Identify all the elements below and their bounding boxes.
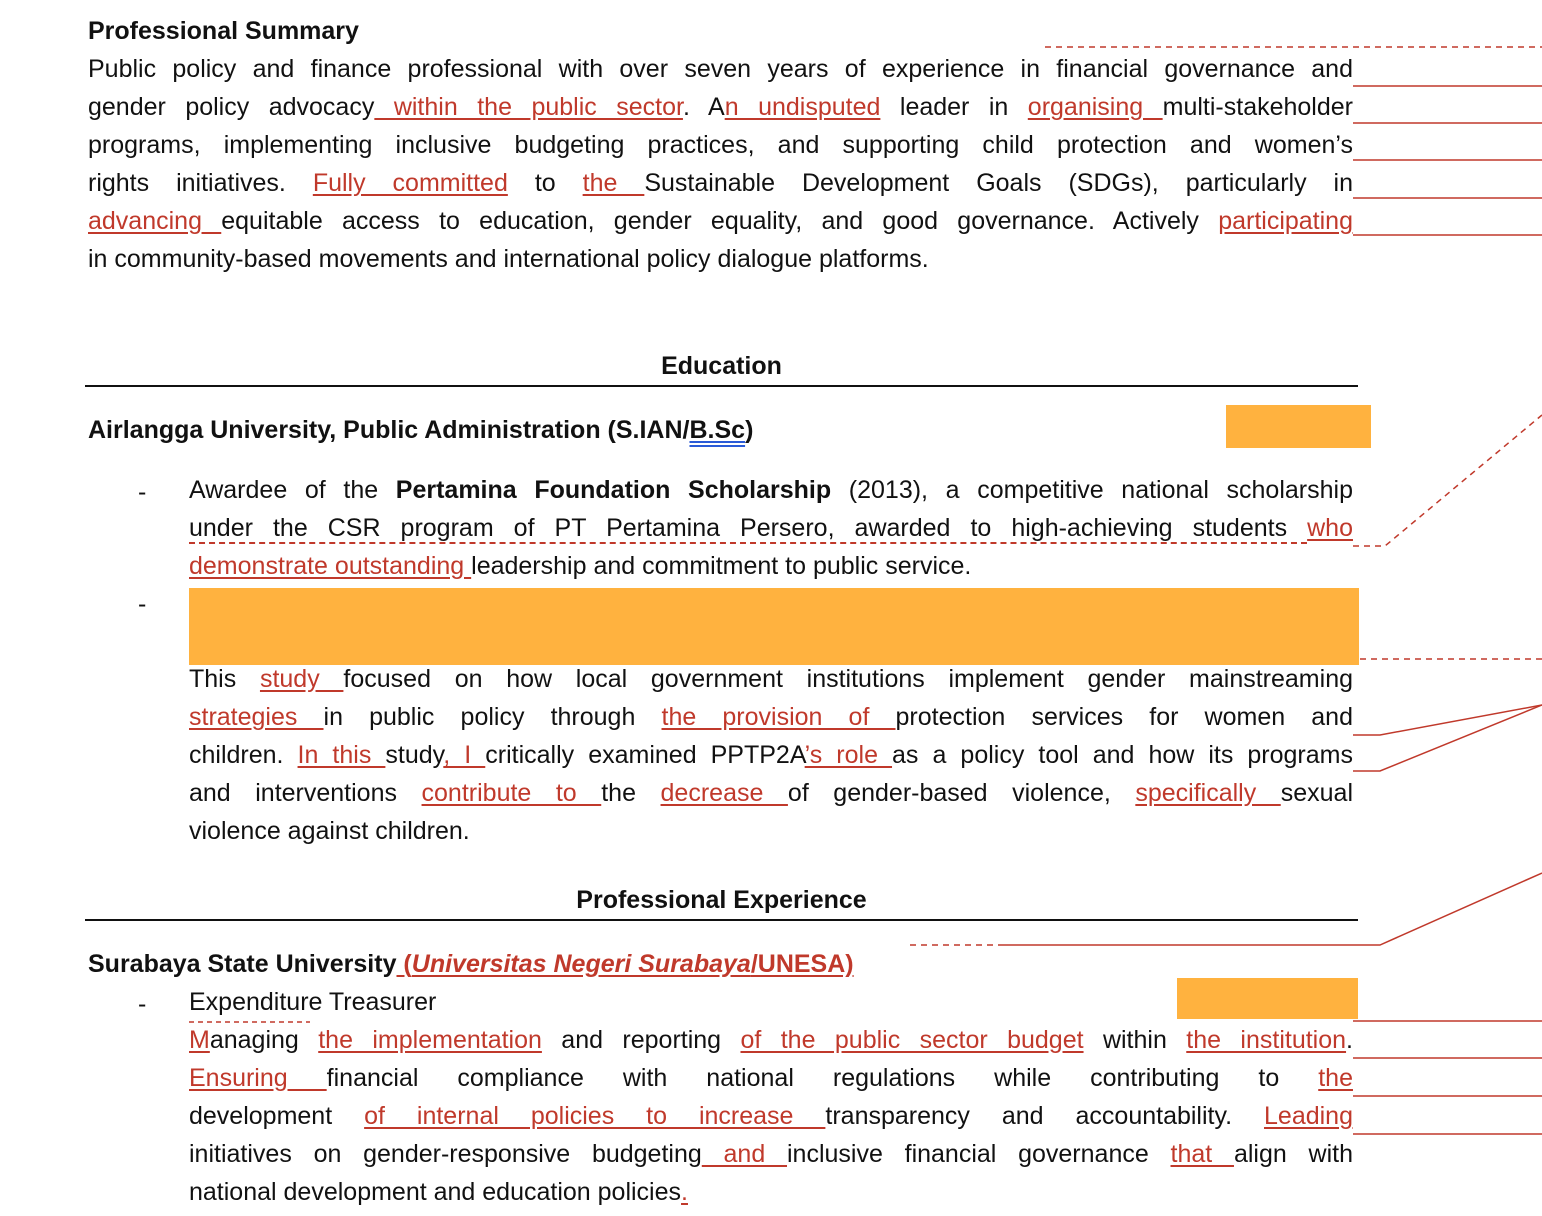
bullet-text: under the CSR program of PT Pertamina Persero, awarded to high-achieving students [189, 514, 1308, 542]
role-text: . [1346, 1026, 1353, 1054]
study-text: in public policy through [323, 703, 662, 731]
role-name: Expenditure Treasurer [189, 988, 437, 1016]
experience-heading: Professional Experience [576, 886, 867, 914]
tracked-insertion[interactable]: , I [443, 741, 486, 769]
bullet-text: leadership and commitment to public service. [471, 552, 972, 580]
study-text: children. [189, 741, 298, 769]
tracked-insertion[interactable]: who [1307, 514, 1353, 542]
bullet-text: Awardee of the [189, 476, 396, 504]
role-text: align with [1233, 1140, 1353, 1168]
summary-line6: in community-based movements and international policy dialogue platforms. [88, 245, 929, 273]
study-text: violence against children. [189, 817, 470, 845]
role-text: anaging [209, 1026, 319, 1054]
role-text: initiatives on gender-responsive budgeting [189, 1140, 702, 1168]
tracked-insertion[interactable]: advancing [88, 207, 222, 235]
tracked-insertion[interactable]: and [701, 1140, 787, 1168]
tracked-insertion[interactable]: strategies [189, 703, 324, 731]
tracked-insertion[interactable]: the provision of [661, 703, 896, 731]
tracked-insertion[interactable]: organising [1027, 93, 1163, 121]
comment-connector [1353, 415, 1542, 546]
summary-text: to [507, 169, 583, 197]
bullet-dash: - [138, 478, 147, 506]
study-text: as a policy tool and how its programs [892, 741, 1353, 769]
bullet-dash: - [138, 990, 147, 1018]
summary-line3: programs, implementing inclusive budgeting practices, and supporting child protection and women’s [88, 131, 1353, 159]
study-text: This [189, 665, 260, 693]
school-name: Airlangga University, Public Administration (S.IAN/ [88, 416, 690, 444]
role-description[interactable] [189, 1021, 1353, 1211]
tracked-insertion[interactable]: n undisputed [724, 93, 881, 121]
redaction-block [1177, 978, 1358, 1019]
school-title [88, 411, 753, 449]
tracked-insertion[interactable]: participating [1218, 207, 1353, 235]
tracked-insertion[interactable]: the implementation [318, 1026, 542, 1054]
tracked-insertion[interactable]: M [189, 1026, 210, 1054]
study-text: sexual [1280, 779, 1353, 807]
tracked-insertion[interactable]: Universitas Negeri Surabaya [411, 950, 751, 978]
comment-connector [1353, 705, 1542, 771]
tracked-insertion[interactable]: In this [297, 741, 386, 769]
summary-text: gender policy advocacy [88, 93, 375, 121]
role-title [189, 983, 436, 1021]
tracked-insertion[interactable]: the [582, 169, 645, 197]
role-text: financial compliance with national regulations while contributing to [326, 1064, 1319, 1092]
summary-text: leader in [880, 93, 1028, 121]
tracked-insertion[interactable]: decrease [660, 779, 788, 807]
scholarship-name: Pertamina Foundation Scholarship [395, 476, 832, 504]
study-text: critically examined PPTP2A [485, 741, 805, 769]
summary-text: . A [682, 93, 725, 121]
summary-text: rights initiatives. [88, 169, 313, 197]
role-text: inclusive financial governance [787, 1140, 1171, 1168]
tracked-insertion[interactable]: ( [396, 950, 412, 978]
study-text: of gender-based violence, [787, 779, 1136, 807]
study-text: protection services for women and [895, 703, 1353, 731]
tracked-insertion[interactable]: the institution [1186, 1026, 1347, 1054]
employer-name: Surabaya State University [88, 950, 397, 978]
role-text: national development and education policies [189, 1178, 682, 1206]
employer-title [88, 945, 854, 983]
tracked-insertion[interactable]: of the public sector budget [740, 1026, 1084, 1054]
summary-paragraph[interactable] [88, 50, 1353, 278]
bullet-text: (2013), a competitive national scholarship [831, 476, 1353, 504]
tracked-insertion[interactable]: . [681, 1178, 688, 1206]
tracked-insertion[interactable]: of internal policies to increase [364, 1102, 826, 1130]
tracked-insertion[interactable]: Leading [1264, 1102, 1353, 1130]
school-paren: ) [745, 416, 754, 444]
tracked-insertion[interactable]: that [1170, 1140, 1234, 1168]
redaction-block [1226, 405, 1371, 448]
education-heading: Education [661, 352, 782, 380]
summary-text: Sustainable Development Goals (SDGs), particularly in [644, 169, 1353, 197]
tracked-insertion[interactable]: contribute to [421, 779, 602, 807]
study-text: focused on how local government institutions implement gender mainstreaming [343, 665, 1353, 693]
redaction-block [189, 588, 1359, 665]
tracked-insertion[interactable]: Fully committed [312, 169, 508, 197]
study-paragraph[interactable] [189, 660, 1353, 850]
summary-text: equitable access to education, gender equality, and good governance. Actively [221, 207, 1219, 235]
summary-heading: Professional Summary [88, 17, 359, 45]
study-text: study [385, 741, 444, 769]
role-text: within [1083, 1026, 1187, 1054]
bullet-dash: - [138, 590, 147, 618]
role-text: and reporting [541, 1026, 741, 1054]
study-text: the [601, 779, 661, 807]
role-text: development [189, 1102, 365, 1130]
tracked-insertion[interactable]: ’s role [804, 741, 893, 769]
study-text: and interventions [189, 779, 422, 807]
summary-text: multi-stakeholder [1162, 93, 1353, 121]
tracked-insertion[interactable]: specifically [1135, 779, 1281, 807]
section-rule [85, 919, 1358, 921]
tracked-insertion[interactable]: Ensuring [189, 1064, 327, 1092]
tracked-insertion[interactable]: study [259, 665, 344, 693]
scholarship-bullet[interactable] [189, 471, 1353, 585]
tracked-insertion[interactable]: demonstrate outstanding [189, 552, 472, 580]
tracked-insertion[interactable]: /UNESA) [750, 950, 854, 978]
section-rule [85, 385, 1358, 387]
degree-abbrev[interactable]: B.Sc [689, 416, 746, 444]
summary-line1: Public policy and finance professional with over seven years of experience in financial governance and [88, 55, 1353, 83]
comment-connector [1353, 705, 1542, 735]
role-text: transparency and accountability. [825, 1102, 1265, 1130]
tracked-insertion[interactable]: the [1318, 1064, 1353, 1092]
tracked-insertion[interactable]: within the public sector [374, 93, 683, 121]
